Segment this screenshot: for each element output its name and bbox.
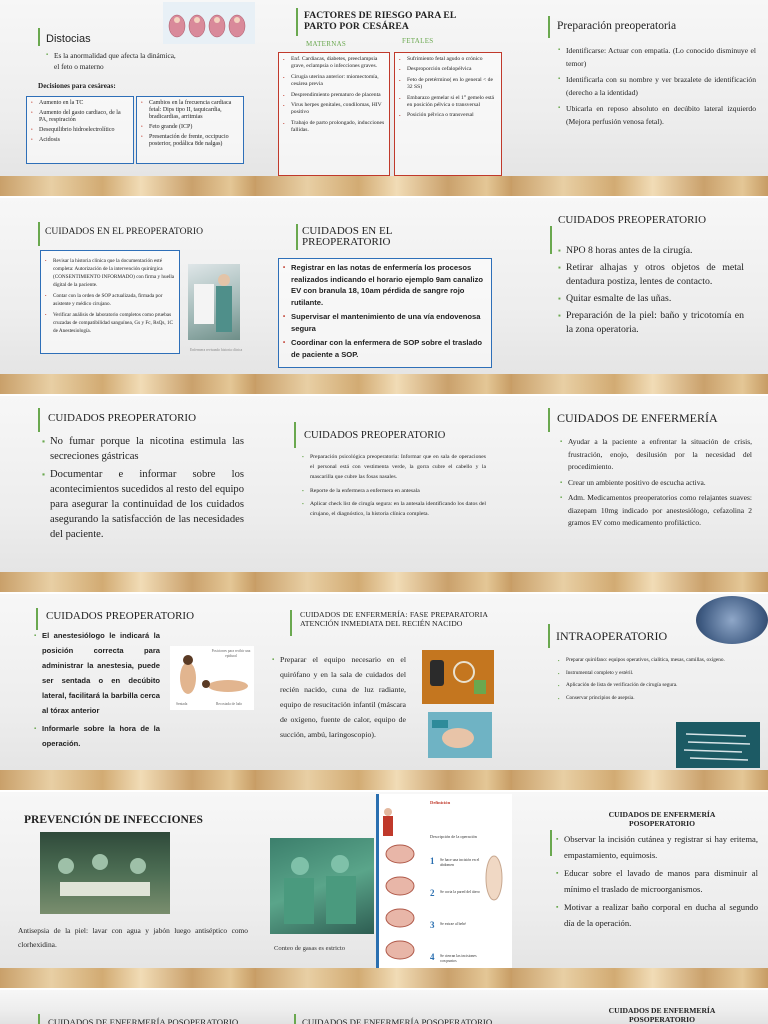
slide-posoperatorio-4 [512, 990, 768, 1024]
slide-title: CUIDADOS DE ENFERMERÍA [557, 411, 718, 425]
slide-title: INTRAOPERATORIO [556, 629, 668, 643]
list-item: • Virus herpes genitales, condilomas, HIV positivo [283, 102, 385, 117]
list-item: ▪ Crear un ambiente positivo de escucha activa. [560, 477, 752, 490]
list-item: ▪ Identificarse: Actuar con empatía. (Lo conocido disminuye el temor) [558, 44, 756, 70]
operating-room-photo [40, 832, 170, 914]
wood-footer [512, 176, 768, 196]
slide-title: CUIDADOS DE ENFERMERÍA POSOPERATORIO [608, 810, 716, 828]
pelvis-diagram [163, 2, 255, 44]
bullet-list [556, 832, 758, 934]
body-text: Antisepsia de la piel: lavar con agua y jabón luego antiséptico como clorhexidina. [18, 926, 248, 949]
list-item: • Coordinar con la enfermera de SOP sobre el traslado de paciente a SOP. [283, 337, 487, 360]
bullet-box [278, 258, 492, 368]
wood-footer [256, 770, 512, 790]
list-item: • Aumento del gasto cardiaco, de la PA, respiración [31, 110, 129, 124]
slide-conteo-gasas [256, 792, 512, 988]
slide-cuidados-preop-2 [256, 198, 512, 394]
list-item: • Sufrimiento fetal agudo o crónico [399, 56, 497, 63]
surgical-team-photo [270, 838, 374, 934]
slide-title: CUIDADOS PREOPERATORIO [48, 412, 197, 424]
list-item: • Embarazo gemelar si el 1° gemelo está en posición pélvica o transversal [399, 95, 497, 110]
list-item: ▪ Reporte de la enfermera a enfermera en antesala [302, 486, 486, 496]
bullet-list [560, 436, 752, 533]
list-item: • Desequilibrio hidroelectrolítico [31, 127, 129, 134]
bullet-list [558, 244, 744, 340]
list-item: ▪ Observar la incisión cutánea y registrar si hay eritema, empastamiento, equimosis. [556, 832, 758, 863]
wood-footer [0, 176, 256, 196]
photo-caption: Conteo de gasas es estricto [274, 945, 346, 952]
bullet-list [558, 44, 756, 131]
slide-posoperatorio-2 [0, 990, 256, 1024]
list-item: ▪ Documentar e informar sobre los acontecimientos sucedidos al resto del equipo para asegurar la continuidad de los cuidados asegurando la satisfacción de las necesidades del paciente. [42, 467, 244, 542]
list-item: • Revisar la historia clínica que la documentación esté completa: Autorización de la intervención quirúrgica (CONSENTIMIENTO INFORMADO) con firma y huella digital de la paciente. [45, 257, 175, 289]
fetal-criteria-box [136, 96, 244, 164]
slide-posoperatorio-3 [256, 990, 512, 1024]
slide-cuidados-enfermeria [512, 396, 768, 592]
list-item: • Verificar análisis de laboratorio completos como pruebas cruzadas de compatibilidad sanguínea, Gs y Fc, RsQs, 1C de Anestesiología. [45, 311, 175, 335]
slide-preparacion [512, 0, 768, 196]
list-item: • Feto grande (ICP) [141, 124, 239, 131]
slide-title: PREVENCIÓN DE INFECCIONES [24, 814, 203, 826]
slide-title: CUIDADOS DE ENFERMERÍA POSOPERATORIO [48, 1017, 239, 1024]
epidural-positions-figure: Posiciones para recibir una epidural Sentada Recostada de lado [170, 646, 254, 710]
list-item: ▪ Retirar alhajas y otros objetos de metal dentadura postiza, lentes de contacto. [558, 261, 744, 289]
maternal-criteria-box [26, 96, 134, 164]
slide-title: Preparación preoperatoria [557, 20, 677, 32]
list-item: • Trabajo de parto prolongado, inducciones fallidas. [283, 120, 385, 135]
slide-prevencion-infecciones [0, 792, 256, 988]
slide-cuidados-preop-5 [256, 396, 512, 592]
wood-footer [256, 374, 512, 394]
slide-title: CUIDADOS DE ENFERMERÍA POSOPERATORIO [302, 1017, 493, 1024]
slide-cuidados-preop-3 [512, 198, 768, 394]
slide-title: CUIDADOS PREOPERATORIO [304, 430, 446, 441]
slide-title: CUIDADOS PREOPERATORIO [46, 610, 195, 622]
wood-footer [256, 572, 512, 592]
slide-title: FACTORES DE RIESGO PARA EL PARTO POR CESÁREA [304, 10, 456, 32]
resuscitation-equipment-photo [422, 650, 494, 704]
slide-title: Distocias [46, 33, 91, 45]
list-item: • Presentación de frente, occipucio posterior, podálica 8de nalgas) [141, 134, 239, 148]
slide-cuidados-preop-1 [0, 198, 256, 394]
wood-footer [256, 176, 512, 196]
list-item: ▪ Aplicación de lista de verificación de cirugía segura. [558, 681, 740, 691]
wood-footer [512, 968, 768, 988]
subheading: Decisiones para cesáreas: [38, 82, 116, 90]
list-item: • Cambios en la frecuencia cardiaca fetal: Dips tipo II, taquicardia, bradicardias, arritmias [141, 100, 239, 121]
list-item: ▪ Preparar quirófano: equipos operativos, cialítica, mesas, camillas, oxígeno. [558, 656, 740, 666]
list-item: ▪ No fumar porque la nicotina estimula las secreciones gástricas [42, 434, 244, 464]
list-item: • Contar con la orden de SOP actualizada, firmada por asistente y médico cirujano. [45, 292, 175, 308]
list-item: • Enf. Cardiacas, diabetes, preeclampsia grave, eclampsia o infecciones graves. [283, 56, 385, 71]
list-item: ▪ Preparación psicológica preoperatoria: Informar que en sala de operaciones el personal está con vestimenta verde, la gorra cubre el cabello y la mascarilla que cubre las fosas nasales. [302, 452, 486, 483]
slide-title: CUIDADOS EN EL PREOPERATORIO [302, 225, 393, 248]
list-item: ▪ Instrumental completo y estéril. [558, 669, 740, 679]
slide-recien-nacido [256, 594, 512, 790]
list-item: • Registrar en las notas de enfermería los procesos realizados indicando el horario ejemplo 9am canalizo EV con branula 18, 10am pérdida de sangre rojo rutilante. [283, 262, 487, 308]
bullet-list [302, 452, 486, 522]
slide-title: CUIDADOS DE ENFERMERÍA POSOPERATORIO [608, 1006, 716, 1024]
photo-caption: Enfermera revisando historia clínica [190, 348, 243, 352]
slide-factores-riesgo [256, 0, 512, 196]
list-item: ▪ Preparar el equipo necesario en el quirófano y en la sala de cuidados del recién nacido, cuna de luz radiante, equipo de resucitación infantil (máscara de oxígeno, fuente de calor, equipo de succión, ambú, laringoscopio). [272, 652, 406, 742]
wood-footer [512, 770, 768, 790]
list-item: • Posición pélvica o transversal [399, 112, 497, 119]
list-item: • Supervisar el mantenimiento de una vía endovenosa segura [283, 311, 487, 334]
wood-footer [512, 572, 768, 592]
slide-cuidados-preop-6 [0, 594, 256, 790]
fetales-label: FETALES [402, 37, 434, 45]
list-item: ▪ Aplicar check list de cirugía segura: en la antesala identificando los datos del cirujano, el diagnóstico, la historia clínica completa. [302, 499, 486, 519]
list-item: • Aumento en la TC [31, 100, 129, 107]
list-item: ▪ Motivar a realizar baño corporal en ducha al segundo día de la operación. [556, 900, 758, 931]
list-item: ▪ Preparación de la piel: baño y tricotomía en la zona operatoria. [558, 309, 744, 337]
list-item: ▪ Conservar principios de asepsia. [558, 694, 740, 704]
surgery-team-photo [696, 596, 768, 644]
list-item: • Desproporción cefalopélvica [399, 66, 497, 73]
fetal-factors-box [394, 52, 502, 176]
maternas-label: MATERNAS [306, 40, 347, 48]
slide-cuidados-preop-4 [0, 396, 256, 592]
list-item: • Cirugía uterina anterior: miomectomía, cesárea previa [283, 74, 385, 89]
nurse-photo [188, 264, 240, 340]
list-item: • Acidosis [31, 137, 129, 144]
wood-footer [0, 572, 256, 592]
newborn-care-photo [428, 712, 492, 758]
wood-footer [0, 770, 256, 790]
list-item: ▪ Quitar esmalte de las uñas. [558, 292, 744, 306]
slide-title: CUIDADOS EN EL PREOPERATORIO [45, 226, 204, 237]
list-item: ▪ Informarle sobre la hora de la operación. [34, 721, 160, 751]
bullet-box [40, 250, 180, 354]
slide-title: CUIDADOS PREOPERATORIO [558, 214, 707, 226]
bullet-list [42, 434, 244, 545]
list-item: • Feto de pretérmino( en lo general < de 32 SS) [399, 77, 497, 92]
list-item: ▪ Adm. Medicamentos preoperatorios como relajantes suaves: diazepam 10mg indicado por anestesiólogo, cefazolina 2 gramos EV como medicamento profiláctico. [560, 492, 752, 530]
list-item: • Desprendimiento prematuro de placenta [283, 92, 385, 99]
wood-footer [0, 968, 256, 988]
slide-distocias [0, 0, 256, 196]
wood-footer [512, 374, 768, 394]
list-item: ▪ Identificarla con su nombre y ver brazalete de identificación (derecho a la identidad) [558, 73, 756, 99]
bullet-text: ▪ Es la anormalidad que afecta la dinámica, el feto o materno [46, 50, 176, 75]
list-item: ▪ Ubicarla en reposo absoluto en decúbito lateral izquierdo (Mejora perfusión venosa fetal). [558, 102, 756, 128]
maternal-factors-box [278, 52, 390, 176]
bullet-list [272, 652, 406, 745]
slide-title: CUIDADOS DE ENFERMERÍA: FASE PREPARATORIA ATENCIÓN INMEDIATA DEL RECIÉN NACIDO [300, 610, 488, 628]
surgical-instruments-photo [676, 722, 760, 768]
cesarean-procedure-infographic: Definición Descripción de la operación 1 Se hace una incisión en el abdomen 2 Se corta la pared del útero 3 Se extrae al bebé 4 Se cierran las incisiones con puntos [376, 794, 512, 982]
list-item: ▪ Educar sobre el lavado de manos para disminuir al mínimo el traslado de microorganismos. [556, 866, 758, 897]
list-item: ▪ Ayudar a la paciente a enfrentar la situación de crisis, frustración, enojo, desilusión por la necesidad del procedimiento. [560, 436, 752, 474]
slide-posoperatorio-1 [512, 792, 768, 988]
slide-intraoperatorio [512, 594, 768, 790]
list-item: ▪ NPO 8 horas antes de la cirugía. [558, 244, 744, 258]
list-item: ▪ El anestesiólogo le indicará la posición correcta para administrar la anestesia, puede ser sentada o en decúbito lateral, facilitará la barbilla cerca al tórax anterior [34, 628, 160, 718]
bullet-list [34, 628, 160, 754]
bullet-list [558, 656, 740, 706]
wood-footer [256, 968, 512, 988]
wood-footer [0, 374, 256, 394]
